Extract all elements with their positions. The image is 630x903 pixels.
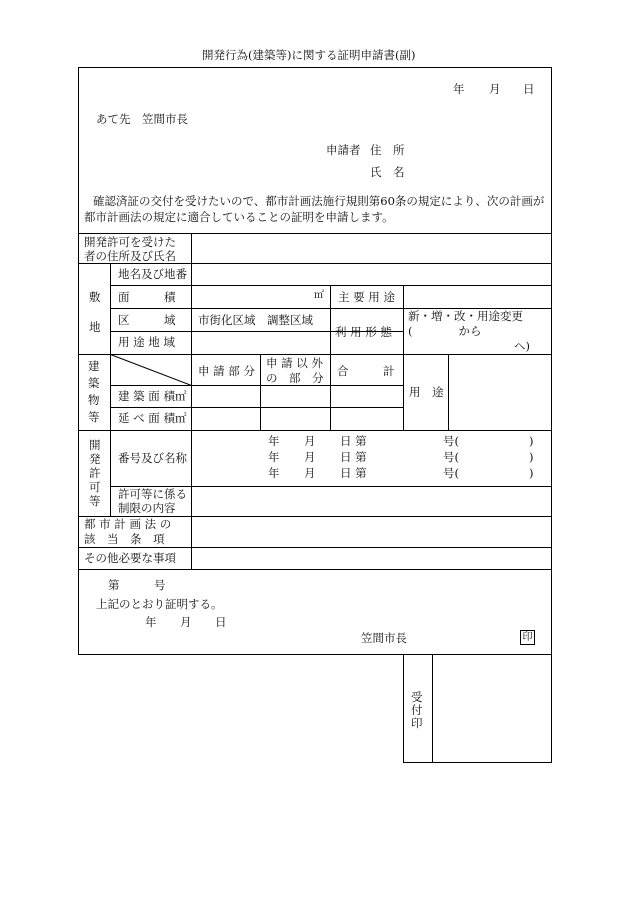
other-part-header-1: 申 請 以 外	[266, 356, 323, 370]
receipt-stamp-label-3: 印	[411, 716, 423, 730]
dev-permit-group-label-5: 等	[89, 494, 101, 508]
use-district-label: 用 途 地 域	[118, 335, 175, 349]
cert-date-year: 年	[145, 615, 157, 629]
receipt-stamp-label-2: 付	[411, 703, 423, 717]
usage-option-2: ( から	[408, 324, 482, 338]
site-lot-label: 地名及び地番	[118, 267, 187, 281]
usage-form-label: 利 用 形 態	[335, 325, 392, 339]
cert-number: 第 号	[108, 578, 166, 592]
cert-mayor: 笠間市長	[361, 631, 407, 645]
restriction-label-1: 許可等に係る	[118, 487, 187, 501]
total-header: 合 計	[337, 364, 395, 378]
date-month: 月	[489, 82, 501, 96]
dev-permit-holder-label-2: 者の住所及び氏名	[84, 249, 176, 263]
other-items-label: その他必要な事項	[84, 551, 176, 565]
building-use-label: 用 途	[409, 385, 444, 399]
dev-permit-group-label-4: 可	[89, 480, 101, 494]
building-group-label-4: 等	[88, 410, 100, 424]
date-year: 年	[453, 82, 465, 96]
site-zone-label: 区 域	[118, 313, 176, 327]
date-day: 日	[523, 82, 535, 96]
applicant-label: 申請者	[326, 143, 361, 157]
usage-option-1: 新・増・改・用途変更	[408, 309, 523, 323]
restriction-label-2: 制限の内容	[118, 501, 176, 515]
building-area-label: 建 築 面 積㎡	[118, 389, 187, 403]
site-group-label-2: 地	[89, 320, 101, 334]
cert-date-day: 日	[215, 615, 227, 629]
other-part-header-2: の 部 分	[266, 371, 324, 385]
applicant-address-label: 住 所	[370, 143, 405, 157]
addressee: あて先 笠間市長	[96, 112, 188, 126]
cert-date-month: 月	[180, 615, 192, 629]
dev-permit-group-label-1: 開	[89, 438, 101, 452]
seal-mark: 印	[520, 630, 535, 645]
dev-permit-group-label-2: 発	[89, 452, 101, 466]
city-planning-law-label-2: 該 当 条 項	[84, 532, 165, 546]
main-use-label: 主 要 用 途	[338, 290, 395, 304]
floor-area-label: 延 べ 面 積㎡	[118, 411, 187, 425]
body-text-line-1: 確認済証の交付を受けたいので、都市計画法施行規則第60条の規定により、次の計画が	[93, 194, 545, 208]
site-area-unit: ㎡	[314, 290, 324, 301]
dev-permit-group-label-3: 許	[89, 466, 101, 480]
body-text-line-2: 都市計画法の規定に適合していることの証明を申請します。	[84, 210, 394, 224]
building-group-label-1: 建	[88, 359, 100, 373]
city-planning-law-label-1: 都 市 計 画 法 の	[84, 517, 172, 531]
building-group-label-2: 築	[88, 376, 100, 390]
form-title: 開発行為(建築等)に関する証明申請書(副)	[202, 48, 416, 62]
applied-part-header: 申 請 部 分	[198, 364, 255, 378]
receipt-stamp-label-1: 受	[411, 690, 423, 704]
site-zone-value: 市街化区域 調整区域	[198, 313, 313, 327]
applicant-name-label: 氏 名	[370, 165, 405, 179]
dev-permit-holder-label-1: 開発許可を受けた	[84, 235, 176, 249]
cert-statement: 上記のとおり証明する。	[96, 597, 223, 611]
usage-option-3: へ)	[514, 339, 530, 353]
site-area-label: 面 積	[118, 290, 176, 304]
site-group-label-1: 敷	[89, 290, 101, 304]
number-name-label: 番号及び名称	[118, 451, 187, 465]
building-group-label-3: 物	[88, 393, 100, 407]
